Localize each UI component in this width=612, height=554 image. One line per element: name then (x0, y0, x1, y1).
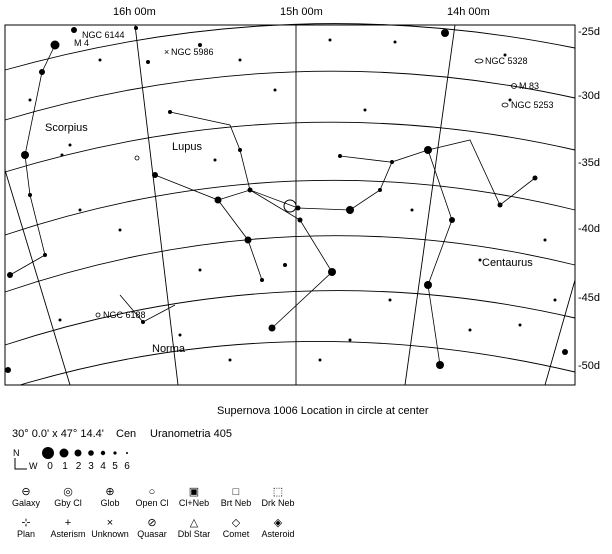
legend-label: Brt Neb (220, 498, 252, 508)
mag-3: 3 (88, 461, 94, 472)
deep-sky-symbols (96, 47, 517, 317)
constellation-lines (10, 45, 535, 365)
quasar-icon: ⊘ (147, 517, 157, 529)
legend-label: Gby Cl (54, 498, 82, 508)
legend-quasar (131, 517, 173, 539)
object-m83: M 83 (519, 81, 540, 91)
cluster-nebula-icon: ▣ (188, 486, 200, 498)
asterism-icon: + (64, 517, 72, 529)
info-constellation: Cen (116, 428, 137, 440)
constellation-scorpius: Scorpius (45, 122, 88, 134)
supernova-location-circle[interactable] (284, 200, 296, 212)
chart-caption: Supernova 1006 Location in circle at center (217, 405, 429, 417)
legend-label: Drk Neb (261, 498, 295, 508)
legend-glob (89, 486, 131, 508)
legend-opencl (131, 486, 173, 508)
legend-label: Unknown (91, 529, 129, 539)
atlas-reference: Uranometria 405 (150, 428, 232, 440)
mag-1: 1 (62, 461, 68, 472)
mag-4: 4 (100, 461, 106, 472)
compass-north: N (13, 448, 20, 458)
compass-west: W (29, 461, 38, 471)
magnitude-labels (42, 461, 133, 472)
mag-2: 2 (75, 461, 82, 472)
double-star-icon: △ (189, 517, 199, 529)
legend-label: Plan (16, 529, 35, 539)
dec-label-30: -30d (578, 90, 601, 102)
open-cluster-icon: ○ (148, 486, 156, 498)
ra-label-15h: 15h 00m (280, 6, 323, 18)
legend-drkneb (257, 486, 299, 508)
legend-label: Galaxy (11, 498, 40, 508)
constellation-lupus: Lupus (172, 141, 202, 153)
legend-asteroid (257, 517, 299, 539)
object-m4: M 4 (74, 38, 90, 48)
mag-6: 6 (124, 461, 130, 472)
legend-clneb (173, 486, 215, 508)
object-ngc5253: NGC 5253 (511, 100, 554, 110)
legend-brtneb (215, 486, 257, 508)
galaxy-cluster-icon: ◎ (63, 486, 73, 498)
legend-label: Asterism (50, 529, 86, 539)
declination-lines (5, 24, 575, 385)
legend-unknown (89, 517, 131, 539)
galaxy-icon: ⊖ (21, 486, 31, 498)
planetary-nebula-icon: ⊹ (21, 517, 31, 529)
comet-icon: ◇ (231, 517, 241, 529)
legend-label: Dbl Star (177, 529, 211, 539)
dec-label-45: -45d (578, 292, 601, 304)
legend-label: Quasar (137, 529, 167, 539)
legend-label: Open Cl (135, 498, 169, 508)
dec-label-25: -25d (578, 26, 601, 38)
mag-5: 5 (112, 461, 118, 472)
dec-label-50: -50d (578, 360, 601, 372)
object-ngc5328: NGC 5328 (485, 56, 528, 66)
legend-comet (215, 517, 257, 539)
dec-label-40: -40d (578, 223, 601, 235)
constellation-centaurus: Centaurus (482, 257, 533, 269)
dec-label-35: -35d (578, 157, 601, 169)
magnitude-dots (40, 446, 150, 460)
field-size: 30° 0.0' x 47° 14.4' (12, 428, 104, 440)
legend-plan (5, 517, 47, 539)
object-ngc5986: NGC 5986 (171, 47, 214, 57)
globular-cluster-icon: ⊕ (105, 486, 115, 498)
constellation-norma: Norma (152, 343, 186, 355)
unknown-icon: × (106, 517, 114, 529)
legend-label: Comet (222, 529, 250, 539)
legend-row-2 (5, 517, 299, 539)
object-ngc6144: NGC 6144 (82, 30, 125, 40)
svg-text:×: × (164, 47, 170, 57)
compass-arrow-icon (13, 458, 29, 472)
legend-gbycl (47, 486, 89, 508)
asteroid-icon: ◈ (273, 517, 283, 529)
dark-nebula-icon: ⬚ (272, 486, 284, 498)
legend-label: Asteroid (261, 529, 295, 539)
legend-galaxy (5, 486, 47, 508)
bright-nebula-icon: □ (232, 486, 240, 498)
legend-dblstar (173, 517, 215, 539)
object-ngc6188: NGC 6188 (103, 310, 146, 320)
legend-asterism (47, 517, 89, 539)
legend-label: Glob (100, 498, 120, 508)
ra-label-14h: 14h 00m (447, 6, 490, 18)
ra-label-16h: 16h 00m (113, 6, 156, 18)
legend-label: Cl+Neb (178, 498, 210, 508)
legend-row-1 (5, 486, 299, 508)
mag-0: 0 (47, 461, 53, 472)
